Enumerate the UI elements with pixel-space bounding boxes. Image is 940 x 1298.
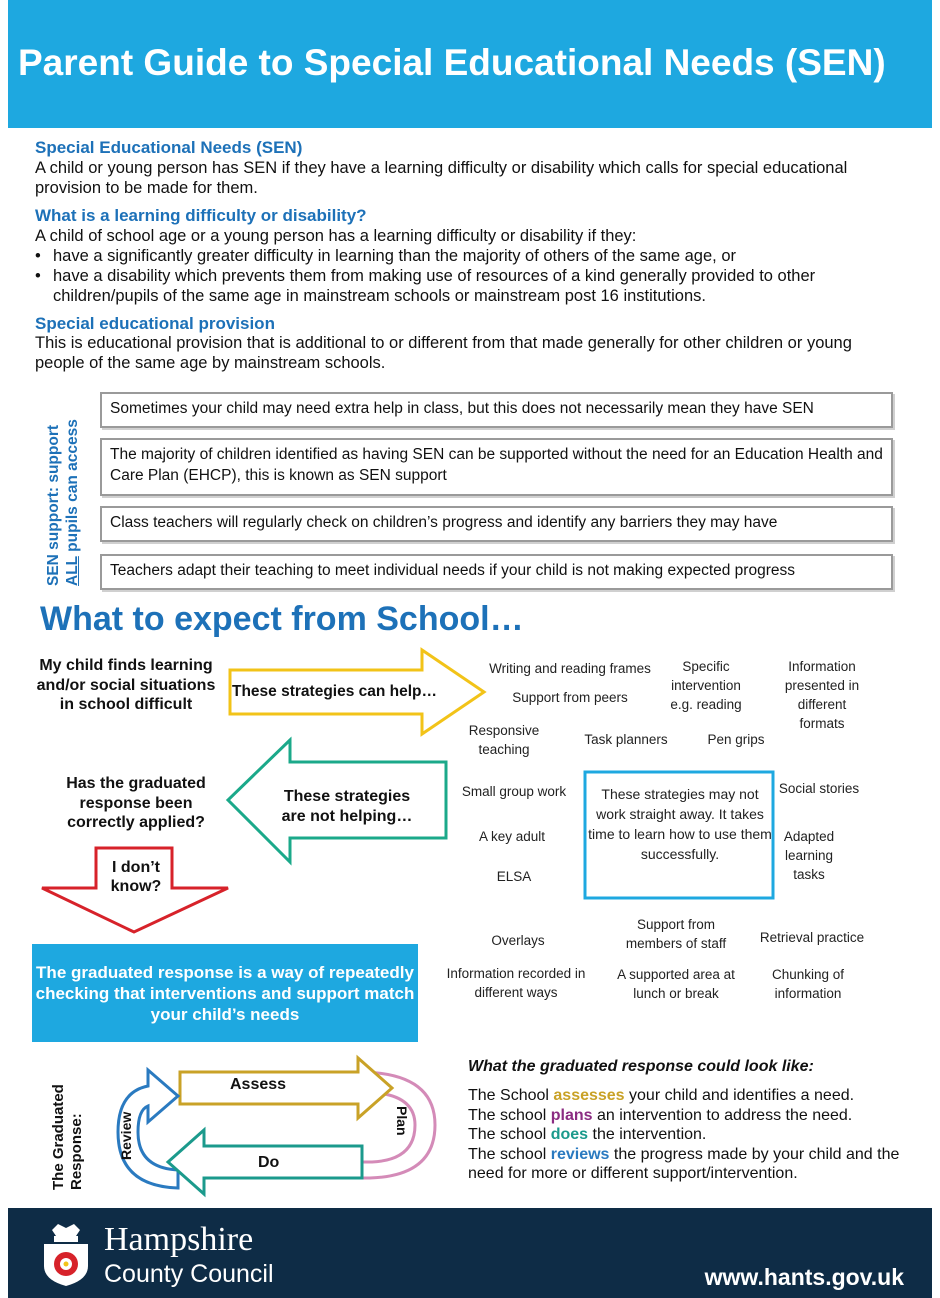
line-2-a: The school	[468, 1106, 551, 1124]
cycle-label-line1: The Graduated	[50, 1084, 67, 1190]
could-look-line-3	[468, 1125, 908, 1145]
strategy-key-adult: A key adult	[478, 829, 546, 844]
could-look-text	[468, 1086, 908, 1184]
center-note-text: These strategies may not work straight away. It takes time to learn how to use them successfully.	[588, 786, 772, 862]
ld-bullet-1: • have a significantly greater difficulty in learning than the majority of others of the same age, or	[35, 246, 905, 266]
ld-text	[35, 226, 905, 306]
strategy-pen-grips: Pen grips	[707, 732, 765, 747]
could-look-line-2	[468, 1106, 908, 1126]
sen-support-label-line2	[63, 419, 82, 586]
sen-support-label-line1: SEN support: support	[45, 424, 62, 586]
could-look-line-1	[468, 1086, 908, 1106]
strategy-peers: Support from peers	[512, 690, 628, 705]
cycle-assess: Assess	[230, 1076, 287, 1093]
can-help-text: These strategies can help…	[232, 683, 438, 700]
could-look-heading: What the graduated response could look like:	[468, 1058, 814, 1075]
strategy-retrieval: Retrieval practice	[759, 930, 865, 945]
strategy-writing-frames: Writing and reading frames	[489, 661, 651, 676]
crest-icon	[38, 1222, 94, 1288]
not-helping-text: These strategies are not helping…	[281, 788, 413, 825]
sep-text: This is educational provision that is additional to or different from that made generally for other children or young people of the same age by mainstream schools.	[35, 334, 852, 372]
cycle-review: Review	[118, 1111, 134, 1160]
line-1-b: your child and identifies a need.	[624, 1087, 855, 1104]
sen-heading: Special Educational Needs (SEN)	[35, 138, 303, 157]
strategy-adapted-tasks: Adapted learning tasks	[783, 829, 835, 882]
sen-support-box-2: The majority of children identified as having SEN can be supported without the need for an Education Health and Care Plan (EHCP), this is known as SEN support	[100, 438, 893, 496]
strategy-chunking: Chunking of information	[771, 967, 845, 1001]
line-4-b: the progress made by your child and the need for more or different support/intervention.	[468, 1145, 900, 1182]
line-1-a: The School	[468, 1087, 554, 1104]
strategy-info-formats: Information presented in different formats	[784, 659, 860, 731]
sen-support-box-3: Class teachers will regularly check on children’s progress and identify any barriers they may have	[100, 506, 893, 542]
page-title: Parent Guide to Special Educational Needs (SEN)	[18, 42, 886, 83]
footer-url[interactable]: www.hants.gov.uk	[704, 1264, 904, 1290]
keyword-assesses: assesses	[553, 1087, 625, 1104]
strategy-info-recorded: Information recorded in different ways	[446, 966, 586, 1000]
sen-support-box-4: Teachers adapt their teaching to meet individual needs if your child is not making expected progress	[100, 554, 893, 590]
sen-support-label	[44, 419, 82, 586]
line-3-a: The school	[468, 1126, 551, 1143]
graduated-question-text: Has the graduated response been correctly applied?	[66, 775, 206, 831]
strategy-staff-support: Support from members of staff	[625, 917, 727, 951]
sen-support-box-1: Sometimes your child may need extra help in class, but this does not necessarily mean they have SEN	[100, 392, 893, 428]
keyword-does: does	[550, 1126, 589, 1143]
strategy-supported-area: A supported area at lunch or break	[617, 967, 735, 1001]
ld-intro: A child of school age or a young person has a learning difficulty or disability if they:	[35, 227, 637, 245]
cycle-label	[50, 1084, 86, 1190]
line-2-b: an intervention to address the need.	[592, 1106, 853, 1124]
header-banner	[8, 0, 932, 128]
ld-bullet-2: • have a disability which prevents them from making use of resources of a kind generally provided to other children/pupils of the same age in mainstream schools or mainstream post 16 institutions.	[35, 266, 905, 306]
org-subname: County Council	[104, 1260, 274, 1288]
strategy-social-stories: Social stories	[778, 781, 860, 796]
strategy-elsa: ELSA	[496, 869, 532, 884]
line-4-a: The school	[468, 1145, 551, 1163]
cycle-do: Do	[258, 1154, 280, 1171]
cycle-label-line2: Response:	[68, 1113, 85, 1190]
ld-heading: What is a learning difficulty or disability?	[35, 206, 367, 225]
line-3-b: the intervention.	[588, 1126, 707, 1143]
sen-support-rest: pupils can access	[64, 419, 81, 557]
cycle-plan: Plan	[394, 1106, 410, 1136]
keyword-plans: plans	[550, 1106, 593, 1124]
dont-know-text: I don’t know?	[110, 859, 162, 895]
child-finds-text: My child finds learning and/or social situations in school difficult	[36, 657, 216, 713]
strategy-task-planners: Task planners	[584, 732, 668, 747]
sep-heading: Special educational provision	[35, 314, 275, 333]
footer	[8, 1208, 932, 1298]
expect-heading: What to expect from School…	[40, 600, 524, 638]
graduated-response-box	[32, 944, 418, 1042]
strategy-responsive-teaching: Responsive teaching	[468, 723, 540, 757]
strategy-small-group: Small group work	[461, 784, 567, 799]
graduated-response-text: The graduated response is a way of repeatedly checking that interventions and support match your child’s needs	[35, 962, 415, 1024]
could-look-line-4	[468, 1145, 908, 1184]
strategy-overlays: Overlays	[491, 933, 545, 948]
sen-support-all: ALL	[64, 556, 81, 586]
org-name: Hampshire	[104, 1221, 254, 1258]
sen-text: A child or young person has SEN if they have a learning difficulty or disability which calls for special educational provision to be made for them.	[35, 159, 848, 197]
keyword-reviews: reviews	[550, 1145, 610, 1163]
strategy-specific-intervention: Specific intervention e.g. reading	[670, 659, 742, 712]
